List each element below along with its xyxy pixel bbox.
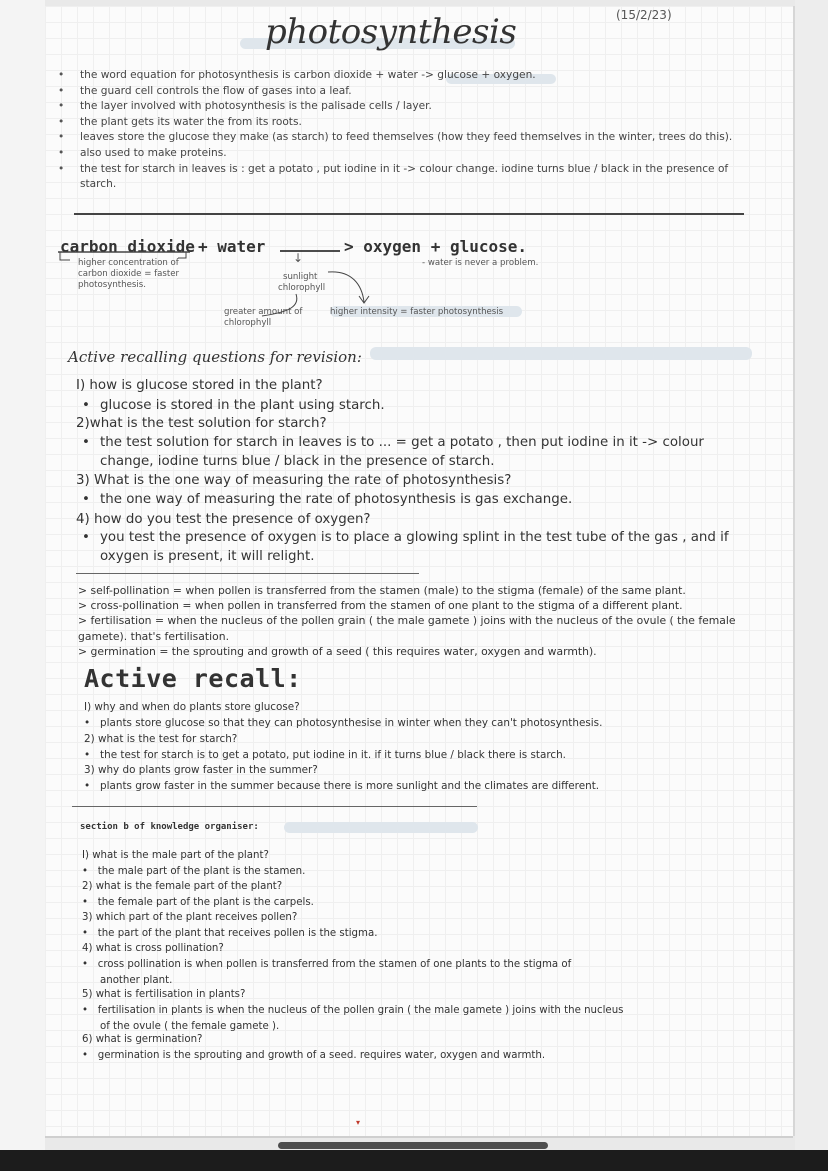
answer: • plants grow faster in the summer because there is more sunlight and the climates are different.: [84, 780, 600, 792]
question-2: 2)what is the test solution for starch?: [76, 416, 327, 431]
question: 3) which part of the plant receives pollen?: [82, 912, 298, 923]
question-1: I) how is glucose stored in the plant?: [76, 378, 323, 393]
scroll-thumb[interactable]: [278, 1142, 548, 1149]
page-title: photosynthesis: [265, 12, 517, 52]
sunlight-label: sunlight: [283, 272, 318, 282]
answer-text: plants grow faster in the summer because there is more sunlight and the climates are different.: [100, 780, 600, 792]
question: 2) what is the female part of the plant?: [82, 881, 283, 892]
down-arrow-icon: ↓: [293, 251, 304, 265]
equation-co2: carbon dioxide: [60, 237, 195, 256]
page-marker-icon: ▾: [356, 1118, 361, 1127]
answer: • plants store glucose so that they can photosynthesise in winter when they can't photosynthesis.: [84, 717, 603, 729]
answer-text: the part of the plant that receives pollen is the stigma.: [97, 928, 378, 939]
answer-text: glucose is stored in the plant using starch.: [100, 398, 385, 413]
section-b-heading: section b of knowledge organiser:: [80, 822, 259, 832]
divider: [76, 573, 419, 574]
answer-text: the test solution for starch in leaves is to ... = get a potato , then put iodine in it -> colour change, iodine turns blue / black in the presence of starch.: [100, 435, 704, 469]
question: 6) what is germination?: [82, 1034, 203, 1045]
list-item: • the word equation for photosynthesis is carbon dioxide + water -> glucose + oxygen.: [58, 68, 748, 84]
definition-3: > fertilisation = when the nucleus of the pollen grain ( the male gamete ) joins with the nucleus of the ovule ( the female gamete). that's fertilisation.: [78, 614, 736, 643]
intensity-note: higher intensity = faster photosynthesis: [330, 307, 504, 317]
equation-products: > oxygen + glucose.: [344, 237, 528, 256]
answer: • cross pollination is when pollen is transferred from the stamen of one plants to the stigma of another plant.: [82, 959, 572, 986]
active-recall-heading: Active recall:: [84, 664, 302, 693]
divider: [72, 806, 477, 807]
list-item: • the guard cell controls the flow of gases into a leaf.: [58, 84, 748, 100]
definition-2: > cross-pollination = when pollen in transferred from the stamen of one plant to the stigma of a different plant.: [78, 599, 683, 612]
answer: • germination is the sprouting and growth of a seed. requires water, oxygen and warmth.: [82, 1050, 546, 1061]
question: 4) what is cross pollination?: [82, 943, 224, 954]
page-bottom-edge: [45, 1136, 793, 1138]
list-item: • the layer involved with photosynthesis is the palisade cells / layer.: [58, 99, 748, 115]
definition-1: > self-pollination = when pollen is transferred from the stamen (male) to the stigma (female) of the same plant.: [78, 584, 686, 597]
question: I) what is the male part of the plant?: [82, 850, 269, 861]
answer-text: the one way of measuring the rate of photosynthesis is gas exchange.: [100, 492, 573, 507]
answer: • the female part of the plant is the carpels.: [82, 897, 314, 908]
answer-text: the test for starch is to get a potato, put iodine in it. if it turns blue / black there is starch.: [100, 749, 566, 761]
answer-1: [82, 396, 760, 415]
question-4: 4) how do you test the presence of oxygen?: [76, 512, 371, 527]
question: 3) why do plants grow faster in the summer?: [84, 764, 318, 776]
recall-heading: Active recalling questions for revision:: [68, 348, 362, 366]
answer-4: [82, 528, 770, 566]
page-date: (15/2/23): [616, 8, 672, 22]
equation-water: + water: [198, 237, 266, 256]
answer: • the male part of the plant is the stamen.: [82, 866, 306, 877]
list-item: • the plant gets its water the from its roots.: [58, 115, 748, 131]
answer-2: [82, 433, 740, 471]
answer-text: you test the presence of oxygen is to place a glowing splint in the test tube of the gas , and if oxygen is present, it will relight.: [100, 530, 729, 564]
answer: • the part of the plant that receives pollen is the stigma.: [82, 928, 378, 939]
answer: • fertilisation in plants is when the nucleus of the pollen grain ( the male gamete ) joins with the nucleus of the ovule ( the female gamete ).: [82, 1005, 624, 1032]
answer-text: fertilisation in plants is when the nucleus of the pollen grain ( the male gamete ) joins with the nucleus of the ovule ( the female gamete ).: [97, 1005, 624, 1032]
answer-text: plants store glucose so that they can photosynthesise in winter when they can't photosynthesis.: [100, 717, 603, 729]
answer-text: cross pollination is when pollen is transferred from the stamen of one plants to the stigma of another plant.: [97, 959, 572, 986]
definition-4: > germination = the sprouting and growth of a seed ( this requires water, oxygen and warmth).: [78, 645, 597, 658]
water-note: - water is never a problem.: [422, 258, 539, 268]
question: 2) what is the test for starch?: [84, 733, 238, 745]
scroll-bar[interactable]: [0, 1150, 828, 1171]
bullet: •: [82, 435, 90, 450]
question: I) why and when do plants store glucose?: [84, 701, 300, 713]
answer: • the test for starch is to get a potato, put iodine in it. if it turns blue / black there is starch.: [84, 749, 566, 761]
chlorophyll-note: greater amount of chlorophyll: [224, 307, 303, 328]
bullet: •: [82, 492, 90, 507]
bullet: •: [82, 530, 90, 545]
bullet: •: [82, 398, 90, 413]
question-3: 3) What is the one way of measuring the rate of photosynthesis?: [76, 473, 512, 488]
question: 5) what is fertilisation in plants?: [82, 989, 246, 1000]
list-item: • also used to make proteins.: [58, 146, 748, 162]
list-item: • leaves store the glucose they make (as starch) to feed themselves (how they feed themselves in the winter, trees do this).: [58, 130, 748, 146]
answer-text: the female part of the plant is the carpels.: [97, 897, 314, 908]
chlorophyll-label: chlorophyll: [278, 283, 326, 293]
list-item: • the test for starch in leaves is : get a potato , put iodine in it -> colour change. iodine turns blue / black in the presence of starch.: [58, 162, 748, 193]
answer-text: the male part of the plant is the stamen.: [97, 866, 306, 877]
answer-text: germination is the sprouting and growth of a seed. requires water, oxygen and warmth.: [97, 1050, 546, 1061]
co2-note: higher concentration of carbon dioxide = faster photosynthesis.: [78, 258, 180, 290]
answer-3: [82, 490, 760, 509]
